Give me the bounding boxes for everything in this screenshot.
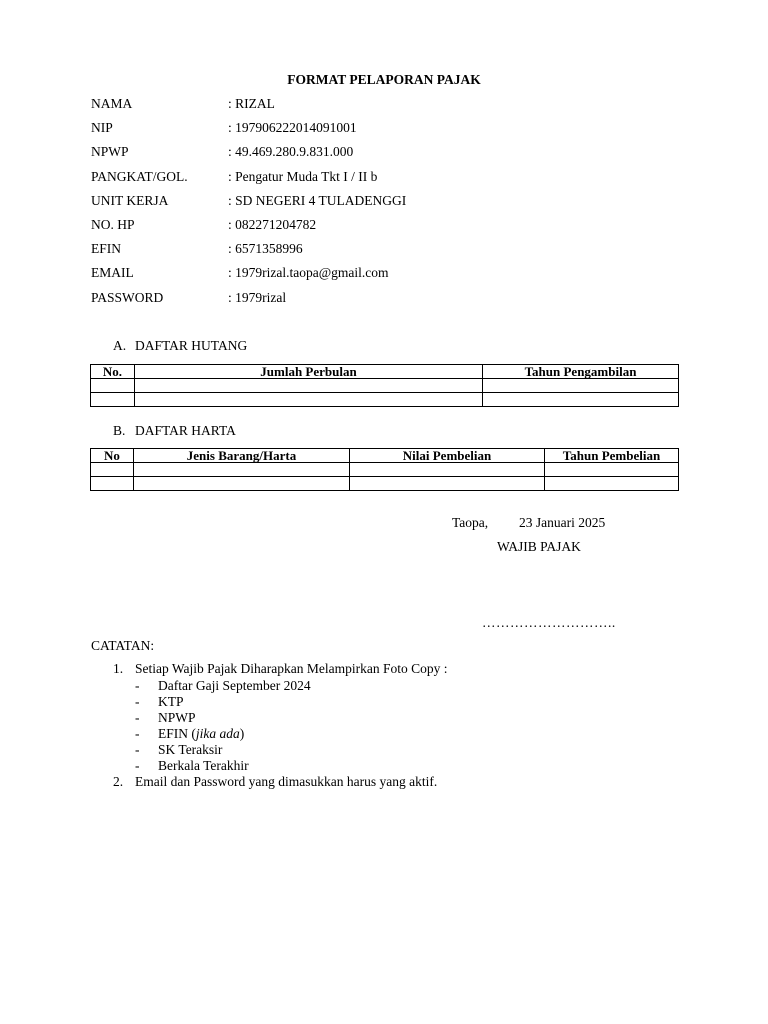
field-pangkat bbox=[91, 169, 651, 187]
note-item-2 bbox=[113, 774, 437, 790]
notes-heading: CATATAN: bbox=[91, 638, 155, 653]
table-row bbox=[91, 463, 679, 477]
field-value: : 082271204782 bbox=[228, 217, 317, 232]
field-password bbox=[91, 290, 651, 308]
subitem-text: Daftar Gaji September 2024 bbox=[158, 678, 311, 693]
column-header: Tahun Pembelian bbox=[545, 449, 679, 463]
field-value: : 1979rizal.taopa@gmail.com bbox=[228, 265, 389, 280]
signature-line: ……………………….. bbox=[482, 615, 616, 630]
note-item-1 bbox=[113, 661, 447, 677]
field-label: PASSWORD bbox=[91, 290, 164, 305]
table-row bbox=[91, 393, 679, 407]
field-label: NPWP bbox=[91, 144, 129, 159]
table-cell[interactable] bbox=[483, 393, 679, 407]
field-nip bbox=[91, 120, 651, 138]
column-header: Jenis Barang/Harta bbox=[134, 449, 350, 463]
column-header: Nilai Pembelian bbox=[350, 449, 545, 463]
field-label: NO. HP bbox=[91, 217, 135, 232]
subitem-italic-note: jika ada bbox=[195, 726, 240, 741]
section-letter: A. bbox=[113, 338, 127, 353]
subitem-text-close: ) bbox=[239, 726, 245, 741]
field-value: : 1979rizal bbox=[228, 290, 287, 305]
note-subitem bbox=[135, 710, 196, 726]
table-header-row bbox=[91, 365, 679, 379]
field-label: EMAIL bbox=[91, 265, 134, 280]
note-subitem bbox=[135, 694, 184, 710]
table-cell[interactable] bbox=[350, 463, 545, 477]
column-header: Tahun Pengambilan bbox=[483, 365, 679, 379]
field-unit-kerja bbox=[91, 193, 651, 211]
signature-role: WAJIB PAJAK bbox=[497, 539, 581, 554]
signature-date: 23 Januari 2025 bbox=[519, 515, 606, 530]
subitem-text: NPWP bbox=[158, 710, 196, 725]
section-title: DAFTAR HARTA bbox=[135, 423, 236, 438]
field-value: : SD NEGERI 4 TULADENGGI bbox=[228, 193, 407, 208]
field-npwp bbox=[91, 144, 651, 162]
table-row bbox=[91, 379, 679, 393]
subitem-text: KTP bbox=[158, 694, 184, 709]
column-header: No. bbox=[91, 365, 135, 379]
table-header-row bbox=[91, 449, 679, 463]
table-cell[interactable] bbox=[91, 463, 134, 477]
column-header: No bbox=[91, 449, 134, 463]
field-efin bbox=[91, 241, 651, 259]
field-label: EFIN bbox=[91, 241, 121, 256]
table-cell[interactable] bbox=[483, 379, 679, 393]
note-text: Email dan Password yang dimasukkan harus yang aktif. bbox=[135, 774, 438, 789]
section-title: DAFTAR HUTANG bbox=[135, 338, 248, 353]
table-cell[interactable] bbox=[545, 477, 679, 491]
table-cell[interactable] bbox=[545, 463, 679, 477]
field-no-hp bbox=[91, 217, 651, 235]
field-label: NAMA bbox=[91, 96, 133, 111]
note-number: 1. bbox=[113, 661, 124, 676]
table-daftar-hutang bbox=[90, 364, 679, 407]
table-daftar-harta bbox=[90, 448, 679, 491]
field-value: : 197906222014091001 bbox=[228, 120, 357, 135]
field-label: UNIT KERJA bbox=[91, 193, 169, 208]
signature-place: Taopa, bbox=[452, 515, 489, 530]
note-subitem bbox=[135, 726, 244, 742]
field-nama bbox=[91, 96, 651, 114]
field-label: PANGKAT/GOL. bbox=[91, 169, 188, 184]
table-cell[interactable] bbox=[350, 477, 545, 491]
table-cell[interactable] bbox=[91, 477, 134, 491]
dash-bullet: - bbox=[135, 710, 140, 725]
subitem-text: SK Teraksir bbox=[158, 742, 223, 757]
section-letter: B. bbox=[113, 423, 126, 438]
subitem-text: EFIN ( bbox=[158, 726, 196, 741]
section-heading-harta bbox=[113, 423, 236, 439]
column-header: Jumlah Perbulan bbox=[135, 365, 483, 379]
field-label: NIP bbox=[91, 120, 113, 135]
section-heading-hutang bbox=[113, 338, 247, 354]
note-subitem bbox=[135, 742, 222, 758]
dash-bullet: - bbox=[135, 678, 140, 693]
dash-bullet: - bbox=[135, 694, 140, 709]
note-subitem bbox=[135, 758, 249, 774]
table-cell[interactable] bbox=[91, 393, 135, 407]
dash-bullet: - bbox=[135, 742, 140, 757]
table-cell[interactable] bbox=[134, 463, 350, 477]
subitem-text: Berkala Terakhir bbox=[158, 758, 249, 773]
dash-bullet: - bbox=[135, 726, 140, 741]
table-row bbox=[91, 477, 679, 491]
table-cell[interactable] bbox=[91, 379, 135, 393]
field-value: : 49.469.280.9.831.000 bbox=[228, 144, 354, 159]
note-number: 2. bbox=[113, 774, 124, 789]
dash-bullet: - bbox=[135, 758, 140, 773]
note-subitem bbox=[135, 678, 311, 694]
field-value: : 6571358996 bbox=[228, 241, 303, 256]
field-value: : Pengatur Muda Tkt I / II b bbox=[228, 169, 378, 184]
document-title: FORMAT PELAPORAN PAJAK bbox=[287, 72, 481, 87]
note-text: Setiap Wajib Pajak Diharapkan Melampirkan Foto Copy : bbox=[135, 661, 448, 676]
table-cell[interactable] bbox=[135, 393, 483, 407]
table-cell[interactable] bbox=[134, 477, 350, 491]
field-email bbox=[91, 265, 651, 283]
field-value: : RIZAL bbox=[228, 96, 275, 111]
table-cell[interactable] bbox=[135, 379, 483, 393]
